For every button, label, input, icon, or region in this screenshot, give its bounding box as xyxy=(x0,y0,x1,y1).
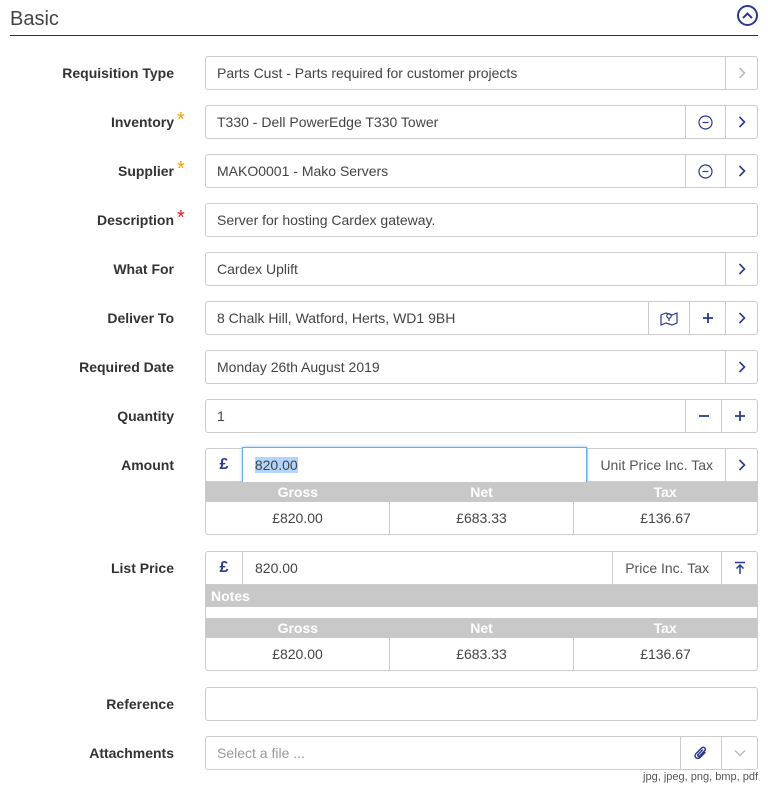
tax-value: £136.67 xyxy=(573,502,757,534)
net-value: £683.33 xyxy=(389,502,573,534)
notes-label: Notes xyxy=(206,585,757,607)
inventory-field[interactable] xyxy=(205,105,758,139)
amount-suffix: Unit Price Inc. Tax xyxy=(587,449,725,481)
net-value: £683.33 xyxy=(389,638,573,670)
reference-input[interactable] xyxy=(205,687,758,721)
requisition-type-label: Requisition Type xyxy=(62,65,174,81)
reference-row xyxy=(0,687,768,721)
required-date-field[interactable] xyxy=(205,350,758,384)
description-input[interactable] xyxy=(205,203,758,237)
list-price-summary xyxy=(205,585,758,671)
chevron-up-circle-icon[interactable] xyxy=(737,5,758,26)
pound-icon: £ xyxy=(219,559,229,576)
amount-row xyxy=(0,448,768,482)
minus-icon[interactable] xyxy=(685,400,721,432)
description-value: Server for hosting Cardex gateway. xyxy=(217,212,436,228)
net-header: Net xyxy=(470,484,493,500)
amount-summary xyxy=(205,482,758,535)
gross-value: £820.00 xyxy=(272,646,323,662)
chevron-right-icon[interactable] xyxy=(725,449,757,481)
summary-values xyxy=(206,502,757,534)
requisition-type-row xyxy=(0,56,768,90)
allowed-file-types: jpg, jpeg, png, bmp, pdf xyxy=(643,771,758,783)
deliver-to-row xyxy=(0,301,768,335)
section-title: Basic xyxy=(10,8,59,30)
what-for-row xyxy=(0,252,768,286)
pound-icon: £ xyxy=(219,456,229,473)
supplier-label: Supplier * xyxy=(118,154,174,188)
notes-content xyxy=(206,607,757,618)
amount-field[interactable] xyxy=(205,448,758,482)
clear-icon[interactable] xyxy=(685,155,725,187)
amount-value: 820.00 xyxy=(254,457,298,473)
what-for-label: What For xyxy=(113,261,174,277)
gross-value: £820.00 xyxy=(272,510,323,526)
tax-value: £136.67 xyxy=(573,638,757,670)
quantity-label: Quantity xyxy=(117,408,174,424)
reference-label: Reference xyxy=(106,696,174,712)
section-header xyxy=(10,0,758,36)
chevron-right-icon[interactable] xyxy=(725,302,757,334)
clear-icon[interactable] xyxy=(685,106,725,138)
tax-header: Tax xyxy=(653,484,677,500)
chevron-right-icon[interactable] xyxy=(725,155,757,187)
chevron-right-icon[interactable] xyxy=(725,351,757,383)
list-price-label: List Price xyxy=(110,560,174,576)
required-date-label: Required Date xyxy=(79,359,174,375)
requisition-type-field[interactable] xyxy=(205,56,758,90)
gross-header: Gross xyxy=(277,484,319,500)
net-header: Net xyxy=(470,620,493,636)
amount-label: Amount xyxy=(121,457,174,473)
required-indicator: * xyxy=(177,207,185,229)
required-date-row xyxy=(0,350,768,384)
required-indicator: * xyxy=(177,158,185,180)
inventory-label: Inventory * xyxy=(111,105,174,139)
description-row xyxy=(0,203,768,237)
plus-icon[interactable] xyxy=(721,400,757,432)
description-label: Description * xyxy=(97,203,174,237)
amount-input[interactable] xyxy=(242,447,588,483)
summary-header xyxy=(206,618,757,638)
required-indicator: * xyxy=(177,109,185,131)
inventory-value: T330 - Dell PowerEdge T330 Tower xyxy=(217,114,439,130)
list-price-suffix: Price Inc. Tax xyxy=(612,552,721,584)
list-price-row xyxy=(0,551,768,585)
chevron-right-icon[interactable] xyxy=(725,57,757,89)
list-price-input[interactable]: 820.00 xyxy=(242,552,612,584)
summary-values xyxy=(206,638,757,670)
requisition-type-value: Parts Cust - Parts required for customer projects xyxy=(217,65,518,81)
attachments-label: Attachments xyxy=(89,745,174,761)
what-for-field[interactable] xyxy=(205,252,758,286)
supplier-value: MAKO0001 - Mako Servers xyxy=(217,163,389,179)
deliver-to-label: Deliver To xyxy=(107,310,174,326)
quantity-value[interactable]: 1 xyxy=(217,408,225,424)
attachments-row xyxy=(0,736,768,770)
quantity-stepper[interactable] xyxy=(205,399,758,433)
chevron-right-icon[interactable] xyxy=(725,253,757,285)
file-select-input[interactable]: Select a file ... xyxy=(217,745,305,761)
chevron-down-icon[interactable] xyxy=(721,737,757,769)
attachments-field[interactable] xyxy=(205,736,758,770)
arrow-to-top-icon[interactable] xyxy=(721,552,757,584)
quantity-row xyxy=(0,399,768,433)
what-for-value: Cardex Uplift xyxy=(217,261,298,277)
gross-header: Gross xyxy=(277,620,319,636)
map-icon[interactable] xyxy=(648,302,689,334)
supplier-field[interactable] xyxy=(205,154,758,188)
required-date-value: Monday 26th August 2019 xyxy=(217,359,380,375)
deliver-to-field[interactable] xyxy=(205,301,758,335)
plus-icon[interactable] xyxy=(689,302,725,334)
reference-value xyxy=(206,688,757,720)
tax-header: Tax xyxy=(653,620,677,636)
list-price-field[interactable] xyxy=(205,551,758,585)
supplier-row xyxy=(0,154,768,188)
paperclip-icon[interactable] xyxy=(680,737,721,769)
summary-header xyxy=(206,482,757,502)
deliver-to-value: 8 Chalk Hill, Watford, Herts, WD1 9BH xyxy=(217,310,456,326)
inventory-row xyxy=(0,105,768,139)
chevron-right-icon[interactable] xyxy=(725,106,757,138)
